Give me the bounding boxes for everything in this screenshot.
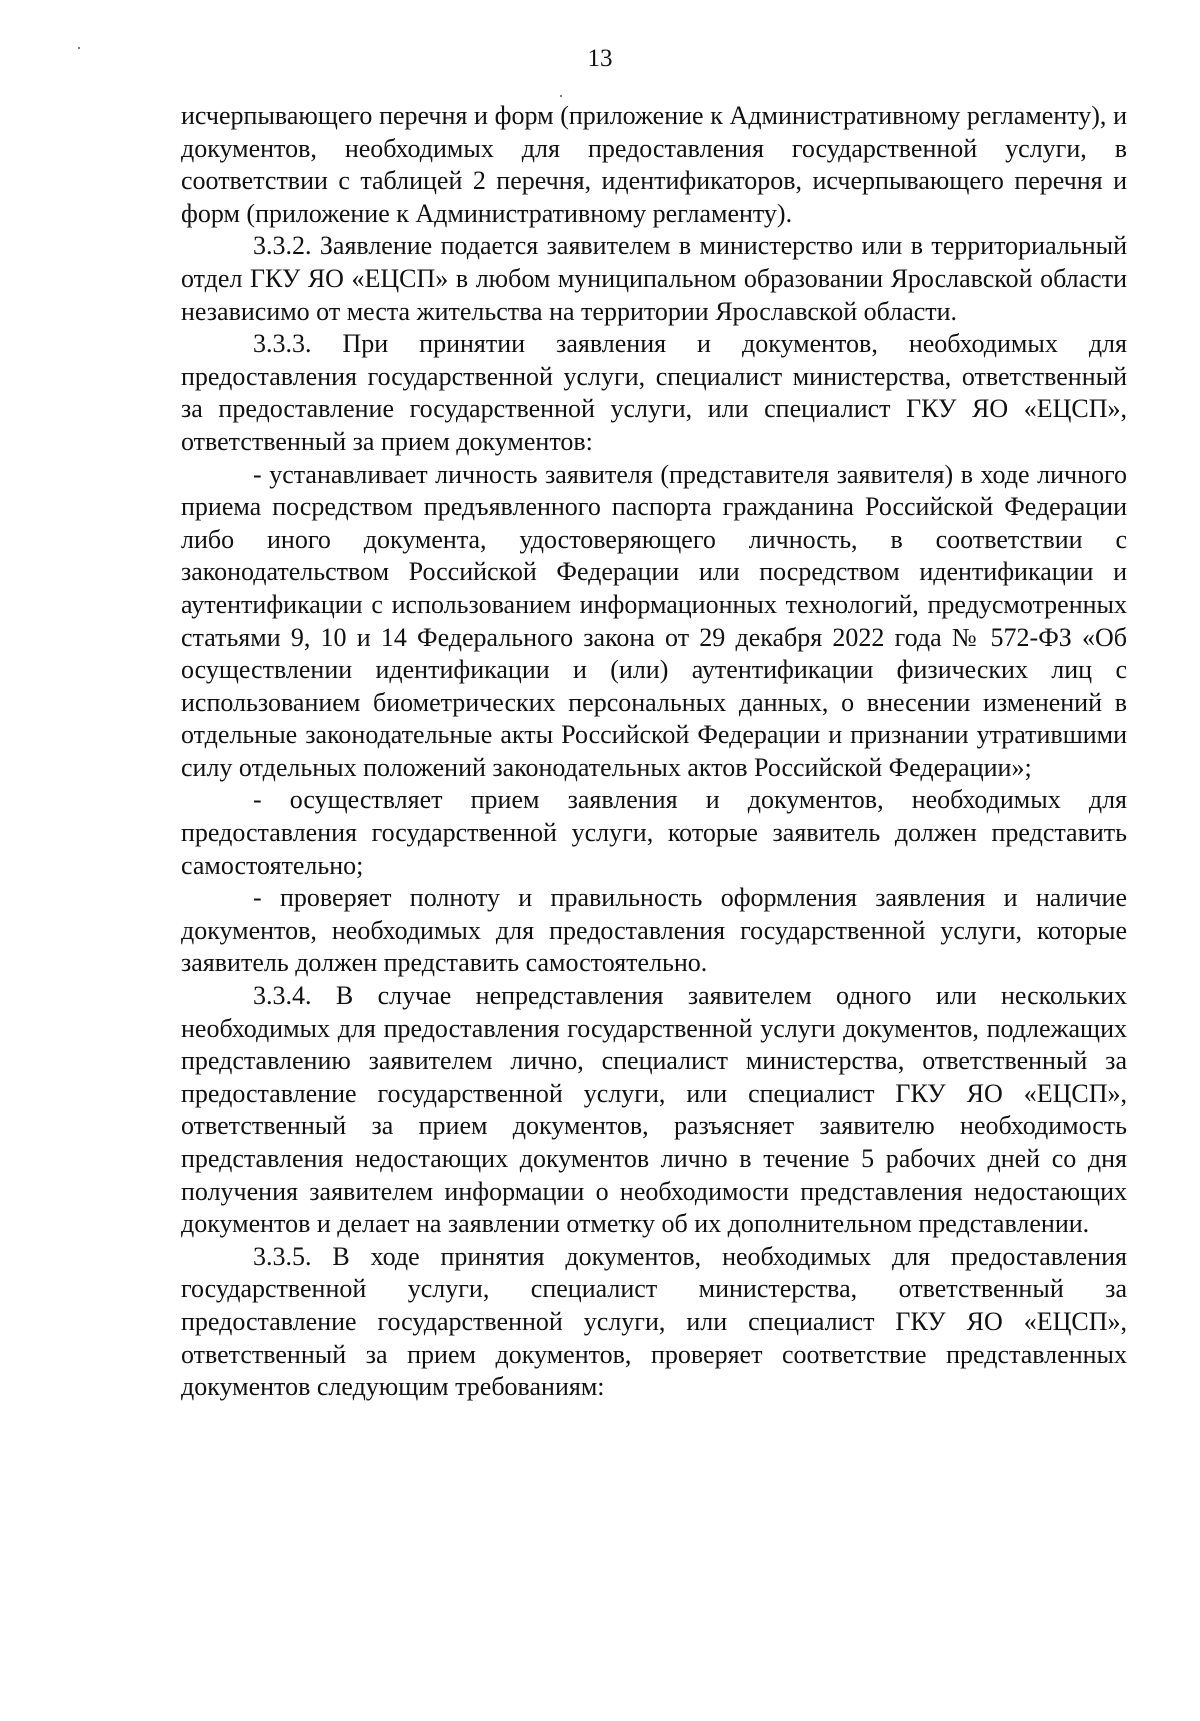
list-item-identity: - устанавливает личность заявителя (представителя заявителя) в ходе личного приема посредством предъявленного паспорта гражданина Российской Федерации либо иного документа, удостоверяющего личность, в соответствии с законодательством Российской Федерации или посредством идентификации и аутентификации с использованием информационных технологий, предусмотренных статьями 9, 10 и 14 Федерального закона от 29 декабря 2022 года № 572-ФЗ «Об осуществлении идентификации и (или) аутентификации физических лиц с использованием биометрических персональных данных, о внесении изменений в отдельные законодательные акты Российской Федерации и признании утратившими силу отдельных положений законодательных актов Российской Федерации»; (181, 459, 1127, 782)
paragraph-3-3-3: 3.3.3. При принятии заявления и документов, необходимых для предоставления государственной услуги, специалист министерства, ответственный за предоставление государственной услуги, или специалист ГКУ ЯО «ЕЦСП», ответственный за прием документов: (181, 329, 1127, 456)
paragraph-3-3-5: 3.3.5. В ходе принятия документов, необходимых для предоставления государственной услуги, специалист министерства, ответственный за предоставление государственной услуги, или специалист ГКУ ЯО «ЕЦСП», ответственный за прием документов, проверяет соответствие представленных документов следующим требованиям: (181, 1241, 1127, 1402)
paragraph-3-3-2: 3.3.2. Заявление подается заявителем в министерство или в территориальный отдел ГКУ ЯО «ЕЦСП» в любом муниципальном образовании Ярославской области независимо от места жительства на территории Ярославской области. (181, 231, 1127, 326)
paragraph-continuation: исчерпывающего перечня и форм (приложение к Административному регламенту), и документов, необходимых для предоставления государственной услуги, в соответствии с таблицей 2 перечня, идентификаторов, исчерпывающего перечня и форм (приложение к Административному регламенту). (181, 101, 1127, 228)
paragraph-3-3-4: 3.3.4. В случае непредставления заявителем одного или нескольких необходимых для предоставления государственной услуги документов, подлежащих представлению заявителем лично, специалист министерства, ответственный за предоставление государственной услуги, или специалист ГКУ ЯО «ЕЦСП», ответственный за прием документов, разъясняет заявителю необходимость представления недостающих документов лично в течение 5 рабочих дней со дня получения заявителем информации о необходимости представления недостающих документов и делает на заявлении отметку об их дополнительном представлении. (181, 981, 1127, 1239)
scan-speck (560, 95, 562, 97)
page-number: 13 (587, 45, 613, 72)
list-item-reception: - осуществляет прием заявления и документов, необходимых для предоставления государственной услуги, которые заявитель должен представить самостоятельно; (181, 785, 1127, 880)
document-body (181, 100, 1127, 1404)
list-item-check: - проверяет полноту и правильность оформления заявления и наличие документов, необходимых для предоставления государственной услуги, которые заявитель должен представить самостоятельно. (181, 883, 1127, 978)
